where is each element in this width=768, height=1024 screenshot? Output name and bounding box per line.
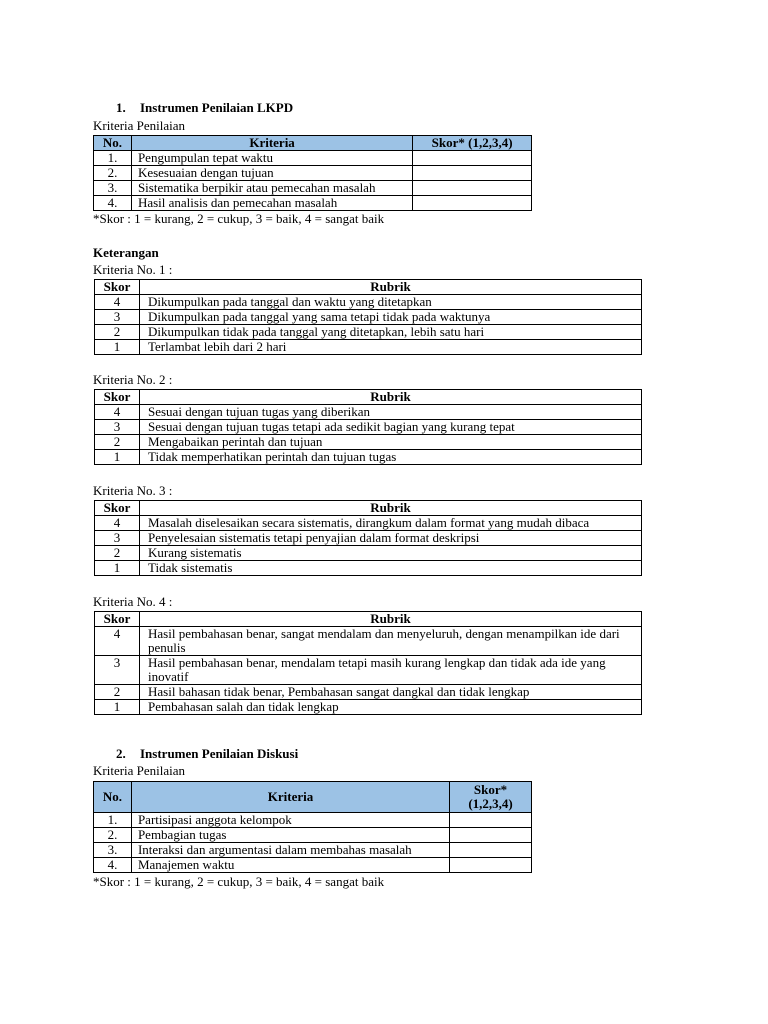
row-no: 4. <box>94 858 132 873</box>
header-skor: Skor <box>95 390 140 405</box>
table-header-row <box>95 390 642 405</box>
rubric-text: Penyelesaian sistematis tetapi penyajian dalam format deskripsi <box>140 531 642 546</box>
table-row <box>94 858 532 873</box>
row-skor-cell[interactable] <box>450 843 532 858</box>
rubric2-table <box>94 389 642 465</box>
section1-heading <box>116 100 293 115</box>
rubric-text: Hasil bahasan tidak benar, Pembahasan sangat dangkal dan tidak lengkap <box>140 685 642 700</box>
section1-subtitle: Kriteria Penilaian <box>93 118 186 133</box>
section1-score-note: *Skor : 1 = kurang, 2 = cukup, 3 = baik, 4 = sangat baik <box>93 211 385 226</box>
rubric-text: Sesuai dengan tujuan tugas tetapi ada sedikit bagian yang kurang tepat <box>140 420 642 435</box>
table-row <box>95 656 642 685</box>
table-row <box>95 310 642 325</box>
table-row <box>95 340 642 355</box>
rubric-skor: 3 <box>95 310 140 325</box>
rubric3-table <box>94 500 642 576</box>
header-skor: Skor <box>95 280 140 295</box>
rubric-skor: 2 <box>95 325 140 340</box>
rubric-skor: 3 <box>95 420 140 435</box>
rubric-text: Dikumpulkan pada tanggal yang sama tetapi tidak pada waktunya <box>140 310 642 325</box>
table-row <box>94 843 532 858</box>
section1-title: Instrumen Penilaian LKPD <box>140 100 294 115</box>
table-row <box>95 295 642 310</box>
row-skor-cell[interactable] <box>450 858 532 873</box>
table-row <box>95 450 642 465</box>
header-kriteria: Kriteria <box>131 782 449 813</box>
row-skor-cell[interactable] <box>413 196 532 211</box>
header-skor: Skor <box>95 501 140 516</box>
rubric-skor: 2 <box>95 435 140 450</box>
table-row <box>95 627 642 656</box>
row-kriteria: Pengumpulan tepat waktu <box>131 151 412 166</box>
row-no: 4. <box>94 196 132 211</box>
header-no: No. <box>94 136 132 151</box>
rubric-text: Sesuai dengan tujuan tugas yang diberikan <box>140 405 642 420</box>
row-skor-cell[interactable] <box>450 828 532 843</box>
table-row <box>95 685 642 700</box>
row-kriteria: Kesesuaian dengan tujuan <box>131 166 412 181</box>
rubric4-label: Kriteria No. 4 : <box>93 594 173 609</box>
rubric1-label: Kriteria No. 1 : <box>93 262 173 277</box>
rubric2-label: Kriteria No. 2 : <box>93 372 173 387</box>
table-row <box>95 531 642 546</box>
rubric-text: Mengabaikan perintah dan tujuan <box>140 435 642 450</box>
table-row <box>95 435 642 450</box>
rubric-skor: 1 <box>95 450 140 465</box>
row-kriteria: Pembagian tugas <box>131 828 449 843</box>
table-header-row <box>94 136 532 151</box>
rubric-skor: 1 <box>95 340 140 355</box>
rubric-text: Dikumpulkan pada tanggal dan waktu yang ditetapkan <box>140 295 642 310</box>
table-row <box>94 196 532 211</box>
section2-criteria-table <box>93 781 532 873</box>
row-kriteria: Partisipasi anggota kelompok <box>131 813 449 828</box>
table-header-row <box>95 280 642 295</box>
table-row <box>95 516 642 531</box>
row-no: 1. <box>94 813 132 828</box>
table-header-row <box>94 782 532 813</box>
rubric-text: Kurang sistematis <box>140 546 642 561</box>
header-kriteria: Kriteria <box>131 136 412 151</box>
header-rubrik: Rubrik <box>140 501 642 516</box>
row-skor-cell[interactable] <box>413 151 532 166</box>
table-row <box>95 561 642 576</box>
rubric-skor: 4 <box>95 627 140 656</box>
table-row <box>94 813 532 828</box>
rubric-skor: 1 <box>95 700 140 715</box>
section1-criteria-table <box>93 135 532 211</box>
rubric-text: Hasil pembahasan benar, sangat mendalam dan menyeluruh, dengan menampilkan ide dari penulis <box>140 627 642 656</box>
table-row <box>94 151 532 166</box>
row-no: 1. <box>94 151 132 166</box>
row-skor-cell[interactable] <box>413 181 532 196</box>
rubric-skor: 3 <box>95 531 140 546</box>
row-skor-cell[interactable] <box>450 813 532 828</box>
row-kriteria: Hasil analisis dan pemecahan masalah <box>131 196 412 211</box>
row-kriteria: Interaksi dan argumentasi dalam membahas masalah <box>131 843 449 858</box>
rubric-skor: 4 <box>95 295 140 310</box>
section2-score-note: *Skor : 1 = kurang, 2 = cukup, 3 = baik, 4 = sangat baik <box>93 874 385 889</box>
rubric-text: Tidak memperhatikan perintah dan tujuan tugas <box>140 450 642 465</box>
table-row <box>95 405 642 420</box>
header-no: No. <box>94 782 132 813</box>
row-no: 3. <box>94 181 132 196</box>
header-skor-line1: Skor* <box>473 782 508 797</box>
header-skor: Skor* (1,2,3,4) <box>413 136 532 151</box>
section1-number: 1. <box>116 100 126 115</box>
header-rubrik: Rubrik <box>140 612 642 627</box>
row-skor-cell[interactable] <box>413 166 532 181</box>
table-header-row <box>95 501 642 516</box>
header-skor: Skor <box>95 612 140 627</box>
rubric-skor: 4 <box>95 405 140 420</box>
rubric-skor: 1 <box>95 561 140 576</box>
section2-heading <box>116 746 298 761</box>
row-kriteria: Sistematika berpikir atau pemecahan masalah <box>131 181 412 196</box>
table-header-row <box>95 612 642 627</box>
table-row <box>95 420 642 435</box>
table-row <box>95 700 642 715</box>
header-rubrik: Rubrik <box>140 390 642 405</box>
section2-subtitle: Kriteria Penilaian <box>93 763 186 778</box>
rubric3-label: Kriteria No. 3 : <box>93 483 173 498</box>
table-row <box>94 166 532 181</box>
header-skor-line2: (1,2,3,4) <box>468 796 513 811</box>
row-no: 3. <box>94 843 132 858</box>
keterangan-title: Keterangan <box>93 245 159 260</box>
section2-title: Instrumen Penilaian Diskusi <box>140 746 299 761</box>
rubric-text: Masalah diselesaikan secara sistematis, dirangkum dalam format yang mudah dibaca <box>140 516 642 531</box>
rubric-text: Tidak sistematis <box>140 561 642 576</box>
rubric-skor: 4 <box>95 516 140 531</box>
table-row <box>95 325 642 340</box>
row-no: 2. <box>94 828 132 843</box>
rubric-text: Terlambat lebih dari 2 hari <box>140 340 642 355</box>
rubric-text: Pembahasan salah dan tidak lengkap <box>140 700 642 715</box>
row-no: 2. <box>94 166 132 181</box>
table-row <box>94 181 532 196</box>
rubric-skor: 3 <box>95 656 140 685</box>
rubric4-table <box>94 611 642 715</box>
rubric-text: Dikumpulkan tidak pada tanggal yang ditetapkan, lebih satu hari <box>140 325 642 340</box>
header-skor <box>450 782 532 813</box>
table-row <box>94 828 532 843</box>
section2-number: 2. <box>116 746 126 761</box>
header-rubrik: Rubrik <box>140 280 642 295</box>
rubric-skor: 2 <box>95 685 140 700</box>
rubric-text: Hasil pembahasan benar, mendalam tetapi masih kurang lengkap dan tidak ada ide yang inovatif <box>140 656 642 685</box>
rubric-skor: 2 <box>95 546 140 561</box>
rubric1-table <box>94 279 642 355</box>
table-row <box>95 546 642 561</box>
row-kriteria: Manajemen waktu <box>131 858 449 873</box>
